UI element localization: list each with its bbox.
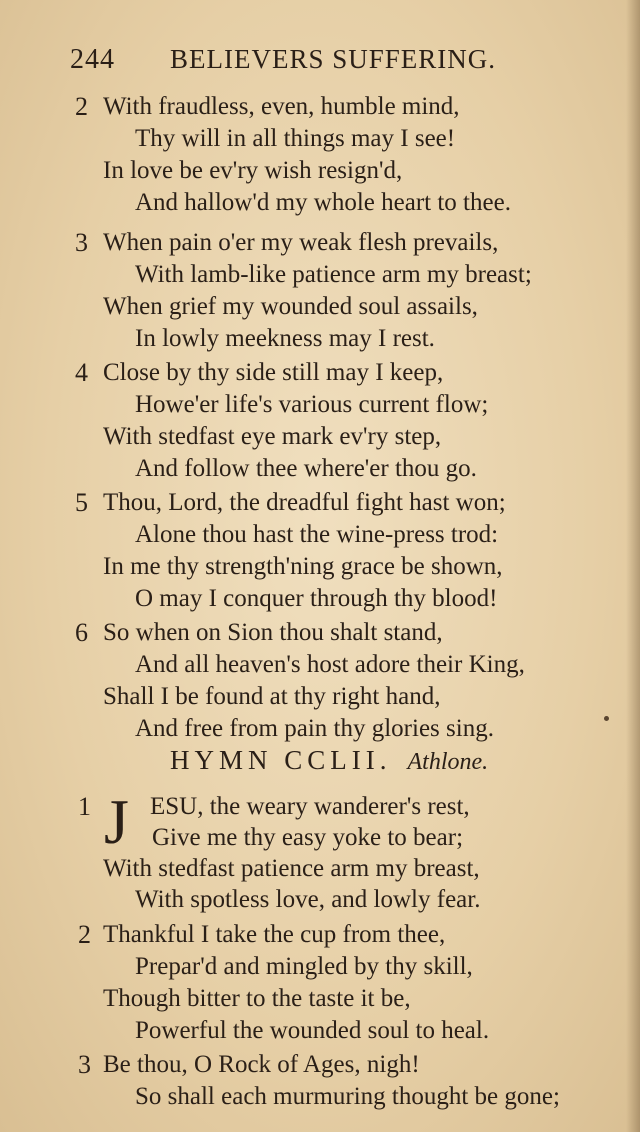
verse-line: ESU, the weary wanderer's rest, — [150, 793, 470, 820]
verse-line: With spotless love, and lowly fear. — [135, 886, 481, 913]
verse-line: Alone thou hast the wine-press trod: — [135, 521, 499, 548]
verse-line: Prepar'd and mingled by thy skill, — [135, 953, 473, 980]
verse-line: And follow thee where'er thou go. — [135, 455, 477, 482]
verse-line: Howe'er life's various current flow; — [135, 391, 489, 418]
verse-line: And hallow'd my whole heart to thee. — [135, 189, 511, 216]
verse-line: In love be ev'ry wish resign'd, — [103, 157, 403, 184]
verse-line: With fraudless, even, humble mind, — [103, 93, 460, 120]
verse-line: Close by thy side still may I keep, — [103, 359, 444, 386]
verse-line: Shall I be found at thy right hand, — [103, 683, 441, 710]
stanza-number: 3 — [75, 228, 88, 257]
stanza-number: 6 — [75, 618, 88, 647]
page-number: 244 — [70, 44, 115, 75]
verse-line: Thy will in all things may I see! — [135, 125, 456, 152]
verse-line: In me thy strength'ning grace be shown, — [103, 553, 503, 580]
verse-line: With stedfast patience arm my breast, — [103, 855, 480, 882]
ink-smudge — [604, 716, 609, 721]
verse-line: Thankful I take the cup from thee, — [103, 921, 446, 948]
stanza-number: 2 — [75, 92, 88, 121]
page-header — [70, 40, 530, 80]
verse-line: Though bitter to the taste it be, — [103, 985, 411, 1012]
verse-line: With lamb-like patience arm my breast; — [135, 261, 532, 288]
drop-cap: J — [104, 786, 129, 857]
verse-line: Powerful the wounded soul to heal. — [135, 1017, 490, 1044]
verse-line: So shall each murmuring thought be gone; — [135, 1083, 560, 1110]
stanza-number: 5 — [75, 488, 88, 517]
stanza-number: 3 — [78, 1050, 91, 1079]
page-edge-shadow — [626, 0, 640, 1132]
verse-line: Thou, Lord, the dreadful fight hast won; — [103, 489, 506, 516]
verse-line: And free from pain thy glories sing. — [135, 715, 494, 742]
hymn-tune: Athlone. — [407, 749, 489, 775]
hymn-label: HYMN CCLII. — [170, 745, 392, 775]
verse-line: O may I conquer through thy blood! — [135, 585, 498, 612]
running-title: BELIEVERS SUFFERING. — [170, 44, 497, 74]
verse-line: With stedfast eye mark ev'ry step, — [103, 423, 442, 450]
verse-line: So when on Sion thou shalt stand, — [103, 619, 443, 646]
verse-line: In lowly meekness may I rest. — [135, 325, 435, 352]
stanza-number: 1 — [78, 792, 91, 821]
verse-line: Be thou, O Rock of Ages, nigh! — [103, 1051, 420, 1078]
verse-line: And all heaven's host adore their King, — [135, 651, 525, 678]
hymn-heading — [170, 745, 530, 777]
verse-line: When grief my wounded soul assails, — [103, 293, 478, 320]
verse-line: When pain o'er my weak flesh prevails, — [103, 229, 499, 256]
stanza-number: 2 — [78, 920, 91, 949]
stanza-number: 4 — [75, 358, 88, 387]
verse-line: Give me thy easy yoke to bear; — [152, 824, 464, 851]
